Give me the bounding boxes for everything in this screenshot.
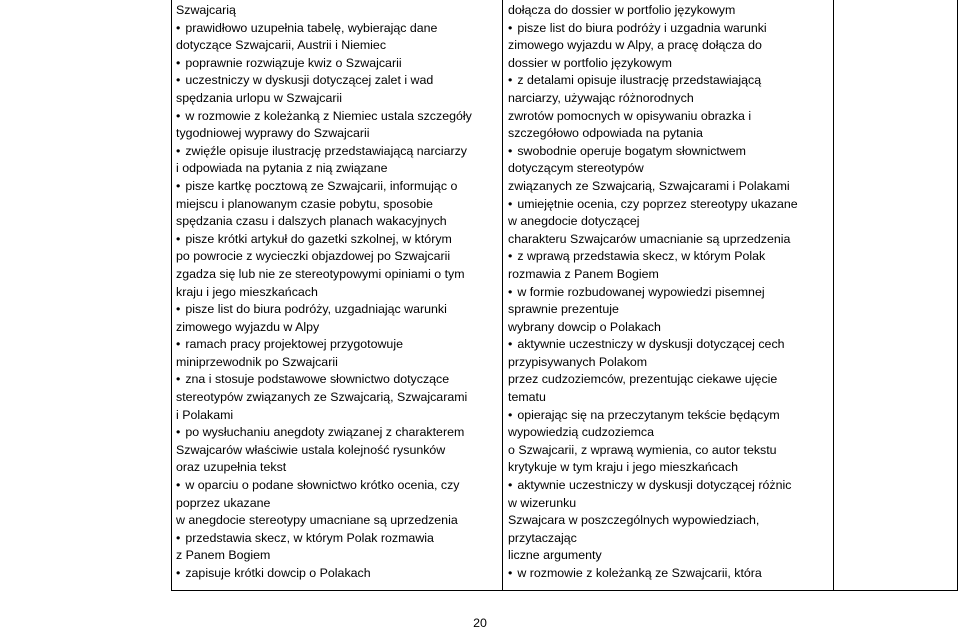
text-line: rozmawia z Panem Bogiem xyxy=(508,266,659,281)
bullet-item-line: • w rozmowie z koleżanką ze Szwajcarii, która xyxy=(508,565,828,583)
bullet-item-line: • w rozmowie z koleżanką z Niemiec ustala szczegóły xyxy=(176,108,496,126)
text-line: oraz uzupełnia tekst xyxy=(176,460,287,475)
table-border-left xyxy=(171,0,172,591)
text-line: poprzez ukazane xyxy=(176,495,271,510)
bullet-item-line: • prawidłowo uzupełnia tabelę, wybierając dane xyxy=(176,20,496,38)
bullet-item-line: • opierając się na przeczytanym tekście będącym xyxy=(508,407,828,425)
bullet-item-line: • aktywnie uczestniczy w dyskusji dotyczącej cech xyxy=(508,336,828,354)
bullet-item-line: • zwięźle opisuje ilustrację przedstawiającą narciarzy xyxy=(176,143,496,161)
text-line: dossier w portfolio językowym xyxy=(508,55,672,70)
table-border-middle xyxy=(502,0,503,591)
table-border-right xyxy=(833,0,834,591)
text-line: dotyczącym stereotypów xyxy=(508,161,644,176)
text-line: spędzania czasu i dalszych planach wakacyjnych xyxy=(176,214,447,229)
text-line: zwrotów pomocnych w opisywaniu obrazka i xyxy=(508,108,752,123)
text-line: stereotypów związanych ze Szwajcarią, Szwajcarami xyxy=(176,390,468,405)
text-line: po powrocie z wycieczki objazdowej po Szwajcarii xyxy=(176,249,451,264)
text-line: wypowiedzią cudzoziemca xyxy=(508,425,655,440)
text-line: o Szwajcarii, z wprawą wymienia, co autor tekstu xyxy=(508,442,777,457)
text-line: Szwajcarią xyxy=(176,3,236,17)
bullet-item-line: • zna i stosuje podstawowe słownictwo dotyczące xyxy=(176,371,496,389)
text-line: dotyczące Szwajcarii, Austrii i Niemiec xyxy=(176,38,387,53)
text-line: w wizerunku xyxy=(508,495,577,510)
text-line: Szwajcara w poszczególnych wypowiedziach, xyxy=(508,513,760,528)
text-line: liczne argumenty xyxy=(508,548,602,563)
text-line: w anegdocie dotyczącej xyxy=(508,214,640,229)
bullet-item-line: • w formie rozbudowanej wypowiedzi pisemnej xyxy=(508,284,828,302)
table-border-bottom xyxy=(171,590,958,591)
bullet-item-line: • pisze list do biura podróży i uzgadnia warunki xyxy=(508,20,828,38)
text-line: przypisywanych Polakom xyxy=(508,354,648,369)
text-line: zimowego wyjazdu w Alpy, a pracę dołącza do xyxy=(508,38,762,53)
bullet-item-line: • pisze kartkę pocztową ze Szwajcarii, informując o xyxy=(176,178,496,196)
bullet-item-line: • z wprawą przedstawia skecz, w którym Polak xyxy=(508,248,828,266)
bullet-item-line: • po wysłuchaniu anegdoty związanej z charakterem xyxy=(176,424,496,442)
text-line: przez cudzoziemców, prezentując ciekawe ujęcie xyxy=(508,372,778,387)
text-line: związanych ze Szwajcarią, Szwajcarami i Polakami xyxy=(508,178,790,193)
text-line: w anegdocie stereotypy umacniane są uprzedzenia xyxy=(176,513,458,528)
bullet-item-line: • pisze list do biura podróży, uzgadniając warunki xyxy=(176,301,496,319)
bullet-item-line: • poprawnie rozwiązuje kwiz o Szwajcarii xyxy=(176,55,496,73)
bullet-item-line: • ramach pracy projektowej przygotowuje xyxy=(176,336,496,354)
text-line: spędzania urlopu w Szwajcarii xyxy=(176,90,342,105)
text-line: Szwajcarów właściwie ustala kolejność rysunków xyxy=(176,442,446,457)
text-line: szczegółowo odpowiada na pytania xyxy=(508,126,703,141)
text-line: miniprzewodnik po Szwajcarii xyxy=(176,354,338,369)
text-line: kraju i jego mieszkańcach xyxy=(176,284,318,299)
text-line: wybrany dowcip o Polakach xyxy=(508,319,661,334)
bullet-item-line: • w oparciu o podane słownictwo krótko ocenia, czy xyxy=(176,477,496,495)
bullet-item-line: • zapisuje krótki dowcip o Polakach xyxy=(176,565,496,583)
text-line: narciarzy, używając różnorodnych xyxy=(508,90,694,105)
page-number: 20 xyxy=(473,616,487,630)
bullet-item-line: • swobodnie operuje bogatym słownictwem xyxy=(508,143,828,161)
bullet-item-line: • przedstawia skecz, w którym Polak rozmawia xyxy=(176,530,496,548)
text-line: zgadza się lub nie ze stereotypowymi opiniami o tym xyxy=(176,266,465,281)
text-line: tygodniowej wyprawy do Szwajcarii xyxy=(176,126,370,141)
text-line: i odpowiada na pytania z nią związane xyxy=(176,161,388,176)
text-line: krytykuje w tym kraju i jego mieszkańcach xyxy=(508,460,738,475)
text-line: dołącza do dossier w portfolio językowym xyxy=(508,3,736,17)
table-border-far-right xyxy=(957,0,958,591)
text-line: sprawnie prezentuje xyxy=(508,302,619,317)
text-line: charakteru Szwajcarów umacnianie są uprzedzenia xyxy=(508,231,791,246)
text-line: i Polakami xyxy=(176,407,234,422)
right-column-cell xyxy=(508,2,828,583)
text-line: przytaczając xyxy=(508,530,577,545)
text-line: zimowego wyjazdu w Alpy xyxy=(176,319,320,334)
bullet-item-line: • aktywnie uczestniczy w dyskusji dotyczącej różnic xyxy=(508,477,828,495)
bullet-item-line: • z detalami opisuje ilustrację przedstawiającą xyxy=(508,72,828,90)
bullet-item-line: • uczestniczy w dyskusji dotyczącej zalet i wad xyxy=(176,72,496,90)
bullet-item-line: • umiejętnie ocenia, czy poprzez stereotypy ukazane xyxy=(508,196,828,214)
text-line: tematu xyxy=(508,390,546,405)
left-column-cell xyxy=(176,2,496,583)
text-line: miejscu i planowanym czasie pobytu, sposobie xyxy=(176,196,433,211)
bullet-item-line: • pisze krótki artykuł do gazetki szkolnej, w którym xyxy=(176,231,496,249)
text-line: z Panem Bogiem xyxy=(176,548,271,563)
